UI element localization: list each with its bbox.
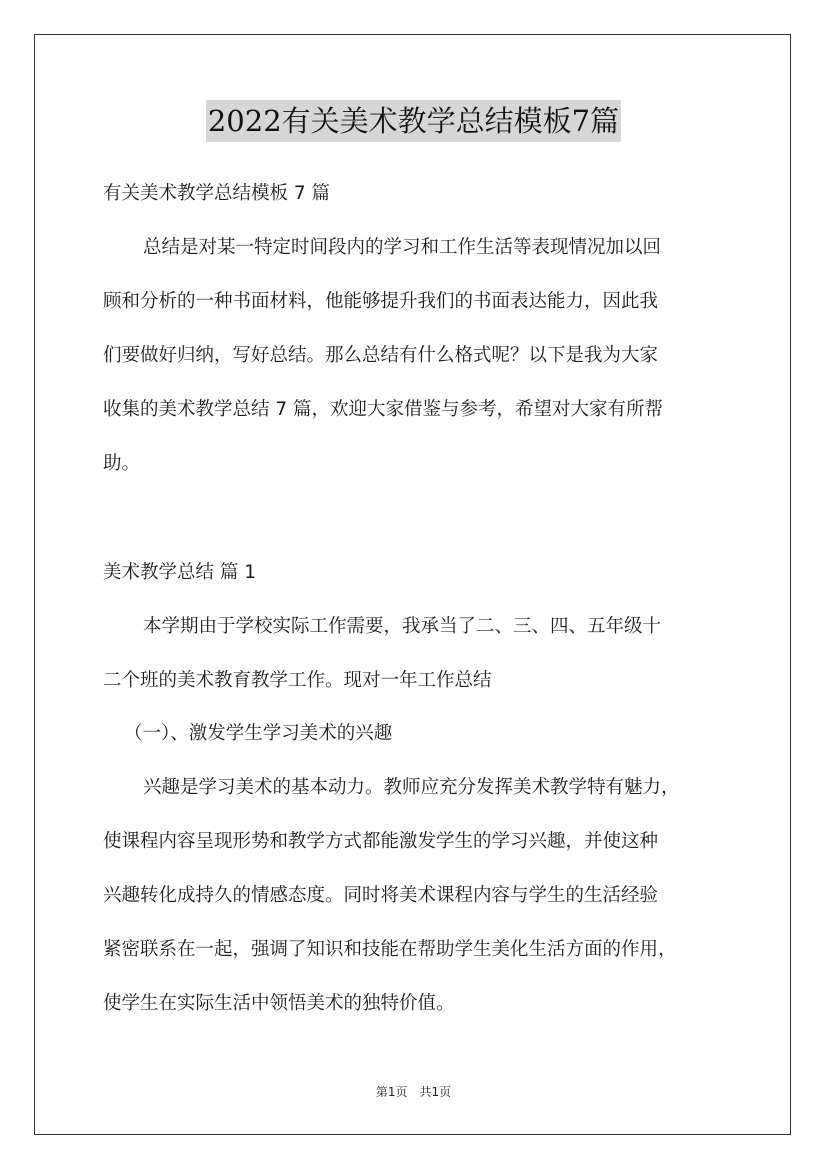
paragraph-line: 使课程内容呈现形势和教学方式都能激发学生的学习兴趣，并使这种 — [103, 831, 659, 852]
page-footer: 第1页 共1页 — [375, 1085, 452, 1099]
document-title: 2022有关美术教学总结模板7篇 — [206, 100, 621, 142]
paragraph-line: 顾和分析的一种书面材料，他能够提升我们的书面表达能力，因此我 — [103, 291, 659, 312]
paragraph-line: 兴趣转化成持久的情感态度。同时将美术课程内容与学生的生活经验 — [103, 885, 659, 906]
subtitle-line: 有关美术教学总结模板 7 篇 — [103, 183, 331, 204]
paragraph-line: 总结是对某一特定时间段内的学习和工作生活等表现情况加以回 — [143, 237, 662, 258]
paragraph-line: 使学生在实际生活中领悟美术的独特价值。 — [103, 993, 455, 1014]
paragraph-line: 们要做好归纳，写好总结。那么总结有什么格式呢？以下是我为大家 — [103, 345, 659, 366]
paragraph-line: 紧密联系在一起，强调了知识和技能在帮助学生美化生活方面的作用， — [103, 939, 677, 960]
paragraph-line: 收集的美术教学总结 7 篇，欢迎大家借鉴与参考，希望对大家有所帮 — [103, 399, 664, 420]
paragraph-line: 二个班的美术教育教学工作。现对一年工作总结 — [103, 670, 492, 691]
paragraph-line: 本学期由于学校实际工作需要，我承当了二、三、四、五年级十 — [143, 616, 662, 637]
paragraph-line: 兴趣是学习美术的基本动力。教师应充分发挥美术教学特有魅力， — [143, 777, 680, 798]
section-heading: 美术教学总结 篇 1 — [103, 562, 257, 583]
subheading: （一）、激发学生学习美术的兴趣 — [124, 723, 393, 744]
paragraph-line: 助。 — [103, 453, 141, 474]
title-container — [0, 100, 827, 142]
